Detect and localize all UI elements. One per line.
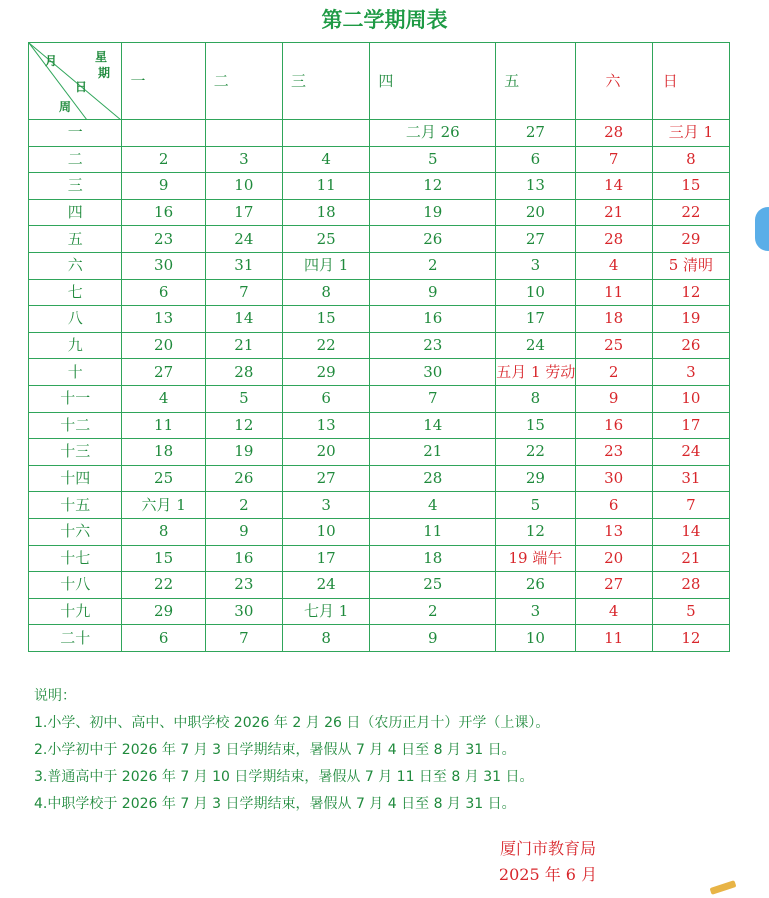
day-cell: 30 xyxy=(370,359,496,386)
day-cell: 27 xyxy=(496,226,575,253)
day-cell: 21 xyxy=(652,545,729,572)
day-cell: 29 xyxy=(122,598,205,625)
table-row xyxy=(29,598,730,625)
day-cell: 19 xyxy=(205,439,282,466)
day-cell: 六月 1 xyxy=(122,492,205,519)
day-cell: 28 xyxy=(575,226,652,253)
day-cell: 6 xyxy=(122,625,205,652)
week-number-cell: 七 xyxy=(29,279,122,306)
day-cell: 14 xyxy=(370,412,496,439)
week-number-cell: 十三 xyxy=(29,439,122,466)
week-number-cell: 二十 xyxy=(29,625,122,652)
notes-heading: 说明： xyxy=(34,688,76,704)
day-cell: 10 xyxy=(205,173,282,200)
day-cell: 27 xyxy=(575,572,652,599)
week-number-cell: 十七 xyxy=(29,545,122,572)
day-cell: 26 xyxy=(370,226,496,253)
day-cell: 26 xyxy=(652,332,729,359)
day-cell: 22 xyxy=(282,332,369,359)
day-cell: 23 xyxy=(122,226,205,253)
day-cell: 12 xyxy=(652,279,729,306)
note-item: 4.中职学校于 2026 年 7 月 3 日学期结束，暑假从 7 月 4 日至 8 月 31 日。 xyxy=(34,796,516,812)
day-cell: 31 xyxy=(205,252,282,279)
day-cell: 11 xyxy=(575,625,652,652)
week-number-cell: 三 xyxy=(29,173,122,200)
day-cell: 8 xyxy=(282,625,369,652)
table-row xyxy=(29,625,730,652)
day-cell: 8 xyxy=(496,385,575,412)
day-cell: 20 xyxy=(496,199,575,226)
day-cell: 24 xyxy=(496,332,575,359)
day-cell: 17 xyxy=(652,412,729,439)
day-cell: 13 xyxy=(496,173,575,200)
day-cell: 22 xyxy=(122,572,205,599)
corner-day-label: 日 xyxy=(75,80,88,94)
table-row xyxy=(29,146,730,173)
day-cell: 8 xyxy=(652,146,729,173)
day-cell: 10 xyxy=(652,385,729,412)
day-cell: 27 xyxy=(282,465,369,492)
day-cell: 28 xyxy=(370,465,496,492)
day-cell: 22 xyxy=(496,439,575,466)
signature-date: 2025 年 6 月 xyxy=(498,865,598,884)
day-cell: 23 xyxy=(205,572,282,599)
day-cell: 3 xyxy=(282,492,369,519)
day-cell: 18 xyxy=(370,545,496,572)
day-cell: 10 xyxy=(496,625,575,652)
day-cell: 18 xyxy=(122,439,205,466)
day-cell: 5 xyxy=(496,492,575,519)
table-row xyxy=(29,226,730,253)
corner-weekday-label-2: 期 xyxy=(98,66,111,80)
day-cell: 27 xyxy=(496,120,575,147)
corner-week-label: 周 xyxy=(59,100,72,114)
day-cell: 2 xyxy=(370,598,496,625)
day-cell: 7 xyxy=(205,625,282,652)
day-cell: 30 xyxy=(575,465,652,492)
table-row xyxy=(29,412,730,439)
week-number-cell: 十六 xyxy=(29,518,122,545)
day-cell xyxy=(122,120,205,147)
day-cell: 16 xyxy=(205,545,282,572)
day-cell: 14 xyxy=(205,306,282,333)
day-cell: 8 xyxy=(122,518,205,545)
day-cell: 18 xyxy=(282,199,369,226)
day-cell: 3 xyxy=(496,252,575,279)
table-row xyxy=(29,518,730,545)
day-cell: 2 xyxy=(370,252,496,279)
day-cell: 2 xyxy=(205,492,282,519)
day-cell: 24 xyxy=(652,439,729,466)
day-cell: 28 xyxy=(575,120,652,147)
day-cell: 31 xyxy=(652,465,729,492)
week-number-cell: 十一 xyxy=(29,385,122,412)
day-cell: 14 xyxy=(652,518,729,545)
day-cell: 9 xyxy=(122,173,205,200)
day-cell: 23 xyxy=(370,332,496,359)
day-cell: 17 xyxy=(496,306,575,333)
day-cell: 8 xyxy=(282,279,369,306)
corner-month-label: 月 xyxy=(45,54,58,68)
week-number-cell: 十四 xyxy=(29,465,122,492)
day-cell: 9 xyxy=(370,625,496,652)
day-cell: 15 xyxy=(496,412,575,439)
day-cell: 25 xyxy=(122,465,205,492)
day-cell: 7 xyxy=(370,385,496,412)
day-cell: 4 xyxy=(370,492,496,519)
week-number-cell: 二 xyxy=(29,146,122,173)
table-row xyxy=(29,279,730,306)
day-header-wed: 三 xyxy=(282,43,369,120)
day-cell: 二月 26 xyxy=(370,120,496,147)
day-cell: 10 xyxy=(282,518,369,545)
week-number-cell: 一 xyxy=(29,120,122,147)
day-cell: 12 xyxy=(652,625,729,652)
day-cell: 11 xyxy=(122,412,205,439)
week-number-cell: 十九 xyxy=(29,598,122,625)
day-cell: 7 xyxy=(652,492,729,519)
day-cell: 15 xyxy=(122,545,205,572)
week-number-cell: 十二 xyxy=(29,412,122,439)
day-cell: 12 xyxy=(205,412,282,439)
day-header-mon: 一 xyxy=(122,43,205,120)
day-cell: 6 xyxy=(575,492,652,519)
table-row xyxy=(29,572,730,599)
day-cell: 25 xyxy=(575,332,652,359)
day-cell: 22 xyxy=(652,199,729,226)
note-item: 3.普通高中于 2026 年 7 月 10 日学期结束，暑假从 7 月 11 日至 8 月 31 日。 xyxy=(34,769,534,785)
day-cell: 7 xyxy=(575,146,652,173)
header-row xyxy=(29,43,730,120)
day-header-thu: 四 xyxy=(370,43,496,120)
day-cell: 19 xyxy=(652,306,729,333)
notes-section xyxy=(34,683,549,818)
page-title: 第二学期周表 xyxy=(321,8,448,32)
table-row xyxy=(29,173,730,200)
day-cell: 三月 1 xyxy=(652,120,729,147)
day-cell: 10 xyxy=(496,279,575,306)
table-row xyxy=(29,545,730,572)
day-cell: 13 xyxy=(282,412,369,439)
table-row xyxy=(29,492,730,519)
day-cell xyxy=(205,120,282,147)
day-cell: 20 xyxy=(282,439,369,466)
day-cell: 11 xyxy=(282,173,369,200)
day-cell: 5 清明 xyxy=(652,252,729,279)
table-row xyxy=(29,252,730,279)
day-header-fri: 五 xyxy=(496,43,575,120)
day-cell: 30 xyxy=(122,252,205,279)
day-cell: 11 xyxy=(370,518,496,545)
week-calendar-table xyxy=(28,42,730,652)
day-cell: 23 xyxy=(575,439,652,466)
week-number-cell: 四 xyxy=(29,199,122,226)
day-cell: 28 xyxy=(652,572,729,599)
day-cell: 21 xyxy=(205,332,282,359)
pencil-icon xyxy=(710,880,737,895)
day-cell: 3 xyxy=(205,146,282,173)
day-cell: 26 xyxy=(496,572,575,599)
signature-org: 厦门市教育局 xyxy=(499,839,596,858)
week-number-cell: 十八 xyxy=(29,572,122,599)
week-number-cell: 六 xyxy=(29,252,122,279)
table-row xyxy=(29,120,730,147)
day-cell: 26 xyxy=(205,465,282,492)
day-cell: 25 xyxy=(370,572,496,599)
day-cell: 4 xyxy=(122,385,205,412)
day-cell: 5 xyxy=(370,146,496,173)
day-cell: 6 xyxy=(496,146,575,173)
day-cell: 2 xyxy=(122,146,205,173)
day-cell: 15 xyxy=(282,306,369,333)
day-cell: 30 xyxy=(205,598,282,625)
day-cell: 五月 1 劳动 xyxy=(496,359,575,386)
day-cell: 16 xyxy=(575,412,652,439)
note-item: 1.小学、初中、高中、中职学校 2026 年 2 月 26 日（农历正月十）开学（上课）。 xyxy=(34,715,550,731)
week-number-cell: 五 xyxy=(29,226,122,253)
day-header-tue: 二 xyxy=(205,43,282,120)
day-cell: 4 xyxy=(282,146,369,173)
day-cell: 17 xyxy=(205,199,282,226)
day-cell: 13 xyxy=(122,306,205,333)
corner-weekday-label-1: 星 xyxy=(95,50,108,64)
day-header-sun: 日 xyxy=(652,43,729,120)
day-cell: 9 xyxy=(370,279,496,306)
signature xyxy=(478,836,618,888)
week-number-cell: 八 xyxy=(29,306,122,333)
calendar-body xyxy=(29,120,730,652)
week-number-cell: 十 xyxy=(29,359,122,386)
day-cell: 25 xyxy=(282,226,369,253)
day-cell: 21 xyxy=(575,199,652,226)
day-cell: 16 xyxy=(122,199,205,226)
day-cell: 11 xyxy=(575,279,652,306)
week-number-cell: 九 xyxy=(29,332,122,359)
day-cell: 20 xyxy=(122,332,205,359)
day-cell: 5 xyxy=(205,385,282,412)
day-cell: 20 xyxy=(575,545,652,572)
day-cell: 9 xyxy=(205,518,282,545)
day-cell: 2 xyxy=(575,359,652,386)
table-row xyxy=(29,465,730,492)
day-cell: 12 xyxy=(370,173,496,200)
day-cell: 四月 1 xyxy=(282,252,369,279)
day-cell: 24 xyxy=(282,572,369,599)
side-scroll-tab[interactable] xyxy=(755,207,769,251)
day-header-sat: 六 xyxy=(575,43,652,120)
day-cell: 29 xyxy=(652,226,729,253)
day-cell: 6 xyxy=(282,385,369,412)
day-cell: 12 xyxy=(496,518,575,545)
day-cell: 4 xyxy=(575,598,652,625)
note-item: 2.小学初中于 2026 年 7 月 3 日学期结束，暑假从 7 月 4 日至 8 月 31 日。 xyxy=(34,742,516,758)
day-cell: 4 xyxy=(575,252,652,279)
day-cell: 3 xyxy=(496,598,575,625)
day-cell: 28 xyxy=(205,359,282,386)
day-cell: 17 xyxy=(282,545,369,572)
day-cell: 16 xyxy=(370,306,496,333)
day-cell: 14 xyxy=(575,173,652,200)
table-row xyxy=(29,332,730,359)
day-cell: 七月 1 xyxy=(282,598,369,625)
day-cell: 5 xyxy=(652,598,729,625)
table-row xyxy=(29,199,730,226)
day-cell: 3 xyxy=(652,359,729,386)
table-row xyxy=(29,385,730,412)
day-cell: 21 xyxy=(370,439,496,466)
day-cell: 24 xyxy=(205,226,282,253)
day-cell: 9 xyxy=(575,385,652,412)
week-number-cell: 十五 xyxy=(29,492,122,519)
day-cell: 13 xyxy=(575,518,652,545)
table-row xyxy=(29,359,730,386)
day-cell: 15 xyxy=(652,173,729,200)
day-cell: 19 端午 xyxy=(496,545,575,572)
table-row xyxy=(29,439,730,466)
day-cell: 29 xyxy=(496,465,575,492)
corner-header xyxy=(29,43,122,120)
day-cell: 7 xyxy=(205,279,282,306)
day-cell: 18 xyxy=(575,306,652,333)
day-cell: 6 xyxy=(122,279,205,306)
day-cell: 19 xyxy=(370,199,496,226)
day-cell: 27 xyxy=(122,359,205,386)
day-cell xyxy=(282,120,369,147)
table-row xyxy=(29,306,730,333)
day-cell: 29 xyxy=(282,359,369,386)
